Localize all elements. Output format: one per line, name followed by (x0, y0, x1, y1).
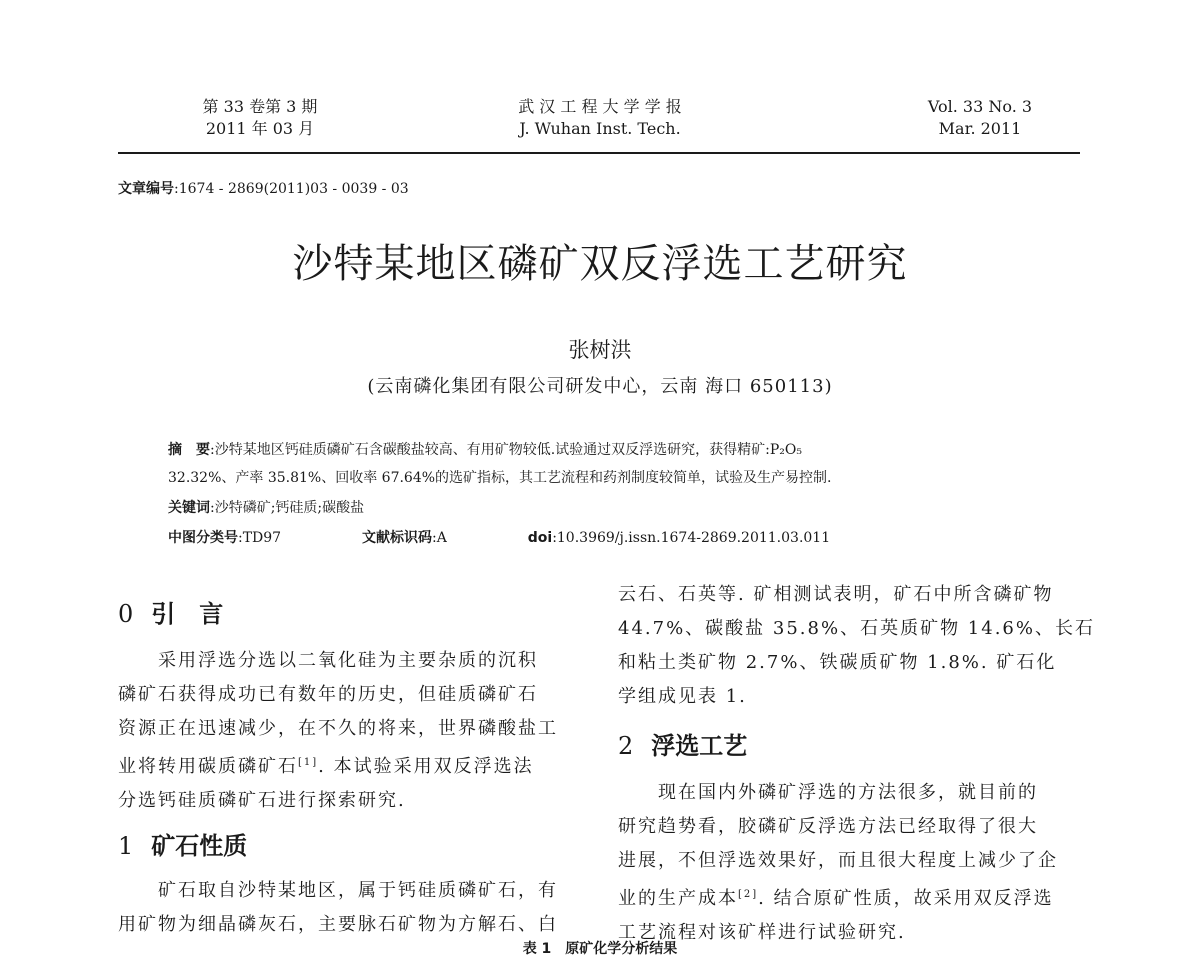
ore-paragraph: 矿石取自沙特某地区，属于钙硅质磷矿石，有 用矿物为细晶磷灰石，主要脉石矿物为方解石、白 (118, 880, 558, 935)
author: 张树洪 (568, 338, 632, 362)
ore-paragraph-continued: 云石、石英等. 矿相测试表明，矿石中所含磷矿物 44.7%、碳酸盐 35.8%、石英质矿物 14.6%、长石 和粘土类矿物 2.7%、铁碳质矿物 1.8%. 矿石化 学组成见表 1. (618, 584, 1095, 707)
paper-title: 沙特某地区磷矿双反浮选工艺研究 (292, 241, 908, 287)
classification-line: 中图分类号:TD97 文献标识码:A doi:10.3969/j.issn.1674-2869.2011.03.011 (168, 530, 831, 546)
abstract-line-1: 摘 要:沙特某地区钙硅质磷矿石含碳酸盐较高、有用矿物较低.试验通过双反浮选研究，获得精矿:P₂O₅ (168, 442, 803, 458)
section-1-heading: 1 矿石性质 (118, 832, 248, 860)
journal-volume-en: Vol. 33 No. 3 Mar. 2011 (927, 97, 1033, 138)
abstract-line-2: 32.32%、产率 35.81%、回收率 67.64%的选矿指标，其工艺流程和药剂制度较简单，试验及生产易控制. (168, 470, 832, 486)
journal-name: 武 汉 工 程 大 学 学 报 J. Wuhan Inst. Tech. (518, 97, 682, 138)
affiliation: (云南磷化集团有限公司研发中心，云南 海口 650113) (367, 376, 833, 397)
citation-1: [1] (298, 757, 319, 768)
flotation-paragraph: 现在国内外磷矿浮选的方法很多，就目前的 研究趋势看，胶磷矿反浮选方法已经取得了很大 进展，不但浮选效果好，而且很大程度上减少了企 业的生产成本[2]. 结合原矿性质，故采用双反浮选 工艺流程对该矿样进行试验研究. (618, 782, 1058, 943)
keywords: 关键词:沙特磷矿;钙硅质;碳酸盐 (168, 500, 365, 516)
section-0-heading: 0 引 言 (118, 600, 224, 628)
section-2-heading: 2 浮选工艺 (618, 732, 748, 760)
table-1-caption: 表 1 原矿化学分析结果 (522, 941, 678, 957)
intro-paragraph: 采用浮选分选以二氧化硅为主要杂质的沉积 磷矿石获得成功已有数年的历史，但硅质磷矿石 资源正在迅速减少，在不久的将来，世界磷酸盐工 业将转用碳质磷矿石[1]. 本试验采用双反浮选法 分选钙硅质磷矿石进行探索研究. (118, 650, 558, 811)
citation-2: [2] (738, 889, 759, 900)
header-rule (118, 152, 1080, 154)
article-number: 文章编号:1674 - 2869(2011)03 - 0039 - 03 (118, 181, 409, 197)
journal-volume-issue: 第 33 卷第 3 期 2011 年 03 月 (202, 97, 318, 138)
